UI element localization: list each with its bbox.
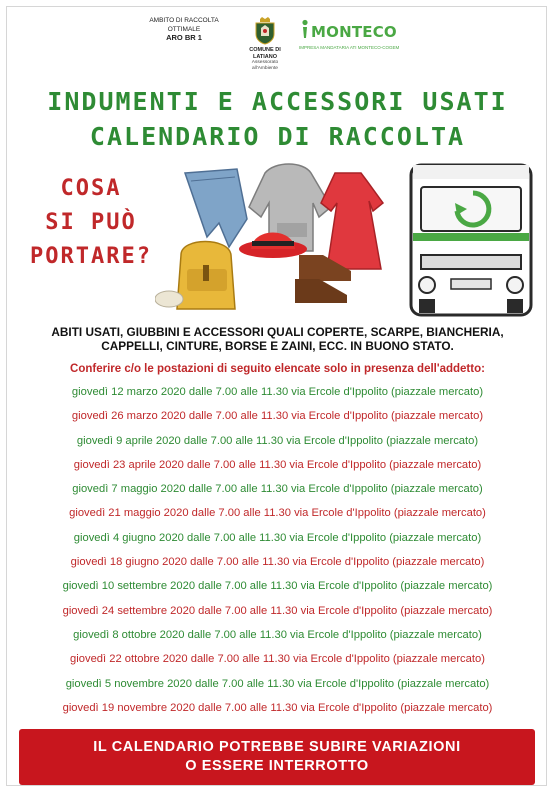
delivery-notice: Conferire c/o le postazioni di seguito elencate solo in presenza dell'addetto: [70,363,485,375]
date-row: giovedì 5 novembre 2020 dalle 7.00 alle 11.30 via Ercole d'Ippolito (piazzale mercato) [65,677,490,690]
date-row: giovedì 12 marzo 2020 dalle 7.00 alle 11.30 via Ercole d'Ippolito (piazzale mercato) [71,386,484,398]
question-block [21,172,161,274]
date-row: giovedì 24 settembre 2020 dalle 7.00 alle 11.30 via Ercole d'Ippolito (piazzale mercato) [62,604,493,617]
comune-block [243,17,287,72]
ambito-line-2: OTTIMALE [167,25,201,33]
jeans-icon [185,169,247,247]
warning-line-2: O ESSERE INTERROTTO [185,758,369,774]
ambito-block [145,17,223,43]
monteco-logo-icon [299,19,311,44]
monteco-brand [299,19,429,50]
date-row: giovedì 22 ottobre 2020 dalle 7.00 alle 11.30 via Ercole d'Ippolito (piazzale mercato) [70,653,485,666]
question-line-2: SI PUÒ [45,210,137,235]
aro-label: ARO BR 1 [166,33,202,42]
monteco-wordmark: MONTECO [311,22,397,41]
accepted-items-line-1: ABITI USATI, GIUBBINI E ACCESSORI QUALI COPERTE, SCARPE, BIANCHERIA, [51,325,504,339]
comune-label: COMUNE DI LATIANO [249,47,281,60]
question-line-1: COSA [60,176,122,201]
main-title: INDUMENTI E ACCESSORI USATI [47,87,508,116]
date-row: giovedì 26 marzo 2020 dalle 7.00 alle 11.30 via Ercole d'Ippolito (piazzale mercato) [71,410,484,423]
monteco-subtitle: IMPRESA MANDATARIA ATI MONTECO-COGEM [299,45,400,50]
dress-icon [321,173,383,269]
accepted-items-text [7,325,548,353]
date-row: giovedì 18 giugno 2020 dalle 7.00 alle 11.30 via Ercole d'Ippolito (piazzale mercato) [70,556,485,569]
warning-line-1: IL CALENDARIO POTREBBE SUBIRE VARIAZIONI [93,739,461,755]
warning-banner [19,729,535,785]
date-row: giovedì 23 aprile 2020 dalle 7.00 alle 11.30 via Ercole d'Ippolito (piazzale mercato) [73,458,482,471]
date-row: giovedì 21 maggio 2020 dalle 7.00 alle 11.30 via Ercole d'Ippolito (piazzale mercato) [69,507,486,520]
date-row: giovedì 9 aprile 2020 dalle 7.00 alle 11.30 via Ercole d'Ippolito (piazzale mercato) [76,434,479,447]
dates-list [7,380,548,720]
date-row: giovedì 8 ottobre 2020 dalle 7.00 alle 11.30 via Ercole d'Ippolito (piazzale mercato) [73,628,482,641]
date-row: giovedì 19 novembre 2020 dalle 7.00 alle 11.30 via Ercole d'Ippolito (piazzale mercato) [62,701,493,714]
assessorato-label: Assessorato all'Ambiente [251,60,279,71]
date-row: giovedì 10 settembre 2020 dalle 7.00 alle 11.30 via Ercole d'Ippolito (piazzale mercato) [62,580,493,593]
clothes-illustration [155,159,545,319]
date-row: giovedì 7 maggio 2020 dalle 7.00 alle 11.30 via Ercole d'Ippolito (piazzale mercato) [72,483,483,496]
backpack-icon [155,242,235,310]
date-row: giovedì 4 giugno 2020 dalle 7.00 alle 11.30 via Ercole d'Ippolito (piazzale mercato) [73,531,482,544]
flyer-page [6,6,547,786]
municipal-crest-icon [254,17,276,45]
accepted-items-line-2: CAPPELLI, CINTURE, BORSE E ZAINI, ECC. IN BUONO STATO. [101,339,454,353]
ambito-line-1: AMBITO DI RACCOLTA [149,17,219,24]
collection-truck-icon [411,165,531,315]
question-line-3: PORTARE? [30,244,152,269]
subtitle: CALENDARIO DI RACCOLTA [89,122,466,151]
